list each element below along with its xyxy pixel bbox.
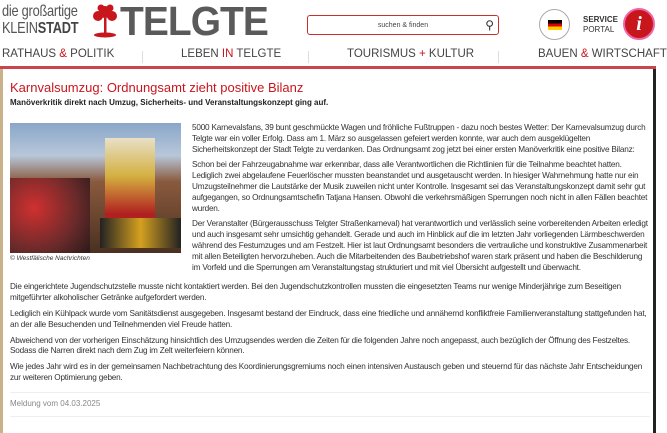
article-lead-row: [10, 123, 650, 278]
nav-accent: &: [59, 48, 67, 60]
logo-line1: die großartige: [2, 3, 78, 20]
paragraph: Abweichend von der vorherigen Einschätzung hinsichtlich des Umzugsendes werden die Zeiten für die folgenden Jahre noch angepasst, auch bezüglich der Öffnung des Festzeltes. Sodass die Narren direkt nach dem Zug im Zelt weiterfeiern können.: [10, 335, 630, 356]
article-body-column: [192, 123, 650, 278]
paragraph: Wie jedes Jahr wird es in der gemeinsamen Nachbetrachtung des Koordinierungsgremiums noch einen intensiven Austausch geben und steuernd für das nächste Jahr Entscheidungen zur weiteren Optimierung geben.: [10, 362, 643, 382]
paragraph: Der Veranstalter (Bürgerausschuss Telgter Straßenkarneval) hat verantwortlich und verlässlich seine vorbereitenden Arbeiten erledigt und auch insgesamt sehr umsichtig gehandelt. Gerade und auch im Hinblick auf die im letzten Jahr vorliegenden Lärmbeschwerden während des Festumzuges und am Festzelt. Hier ist laut Ordnungsamt besonders die vertrauliche und konstruktive Zusammenarbeit mit allen Beteiligten hervorzuheben. Auch die Mitarbeitenden des Baubetriebshof waren stark präsent und haben die Beschilderung im Vorfeld und die Sperrungen am Veranstaltungstag strukturiert und mit viel Übersicht aufgestellt und überwacht.: [192, 219, 648, 272]
nav-text: TOURISMUS: [347, 48, 419, 60]
photo-caption: © Westfälische Nachrichten: [10, 255, 90, 262]
nav-text: TELGTE: [233, 48, 282, 60]
paragraph: Die eingerichtete Jugendschutzstelle musste nicht kontaktiert werden. Bei den Jugendschutzkontrollen mussten die eingesetzten Teams nur wenige Minderjährige zum Beseitigen mitgeführter alkoholischer Getränke aufgefordert werden.: [10, 282, 622, 303]
info-icon[interactable]: i: [623, 8, 655, 40]
nav-accent: +: [419, 48, 426, 60]
portal-label: PORTAL: [583, 25, 615, 34]
nav-text: LEBEN: [181, 48, 222, 60]
logo-telgte[interactable]: TELGTE: [120, 0, 268, 44]
paragraph: 5000 Karnevalsfans, 39 bunt geschmückte Wagen und fröhliche Fußtruppen - dazu noch bestes Wetter: Der Karnevalsumzug durch Telgte war ein voller Erfolg. Dass am 1. März so ausgelassen gefeiert werden konnte, war auch dem ausgeklügelten Sicherheitskonzept der Stadt Telgte zu verdanken. Das Ordnungsamt zog jetzt bei einer ersten Manöverkritik eine positive Bilanz:: [192, 123, 646, 154]
nav-text: BAUEN: [538, 48, 581, 60]
divider: [10, 416, 650, 417]
nav-accent: IN: [221, 48, 234, 60]
logo-stadt: STADT: [37, 20, 79, 37]
paragraph: Lediglich ein Kühlpack wurde vom Sanitätsdienst ausgegeben. Insgesamt bestand der Eindruck, dass eine friedliche und annähernd konfliktfreie Familienveranstaltung stattgefunden hat, an der alle Besuchenden und Teilnehmenden viel Freude hatten.: [10, 308, 647, 329]
image-column: [10, 123, 181, 278]
nav-text: POLITIK: [66, 48, 115, 60]
nav-text: WIRTSCHAFT: [588, 48, 667, 60]
article-subtitle: Manöverkritik direkt nach Umzug, Sicherheits- und Veranstaltungskonzept ging auf.: [10, 98, 329, 107]
article-photo: [10, 123, 181, 253]
paragraph: Schon bei der Fahrzeugabnahme war erkennbar, dass alle Verantwortlichen die Richtlinien für die Teilnahme beachtet hatten. Lediglich zwei abgelaufene Feuerlöscher mussten beanstandet und ausgetauscht werden. In hiesiger Wahrnehmung hatte nur ein Umzugsteilnehmer die Lautstärke der Musik zuweilen nicht unter Kontrolle. Insgesamt sei das Veranstaltungskonzept damit sehr gut aufgegangen, so Ordnungsamtschefin Tatjana Hansen. Obwohl die verkehrsmäßigen Sperrungen noch nicht in allen Fällen beachtet wurden.: [192, 160, 648, 213]
nav-text: KULTUR: [425, 48, 475, 60]
nav-text: RATHAUS: [2, 48, 60, 60]
nav-accent: &: [580, 48, 589, 60]
publish-date: Meldung vom 04.03.2025: [10, 398, 101, 408]
service-label: SERVICE: [583, 15, 618, 24]
logo-klein: KLEIN: [2, 20, 38, 37]
search-placeholder: suchen & finden: [377, 21, 429, 29]
article-title: Karnvalsumzug: Ordnungsamt zieht positive Bilanz: [10, 80, 304, 95]
article-body: [10, 282, 650, 383]
search-icon[interactable]: ⚲: [485, 18, 494, 32]
